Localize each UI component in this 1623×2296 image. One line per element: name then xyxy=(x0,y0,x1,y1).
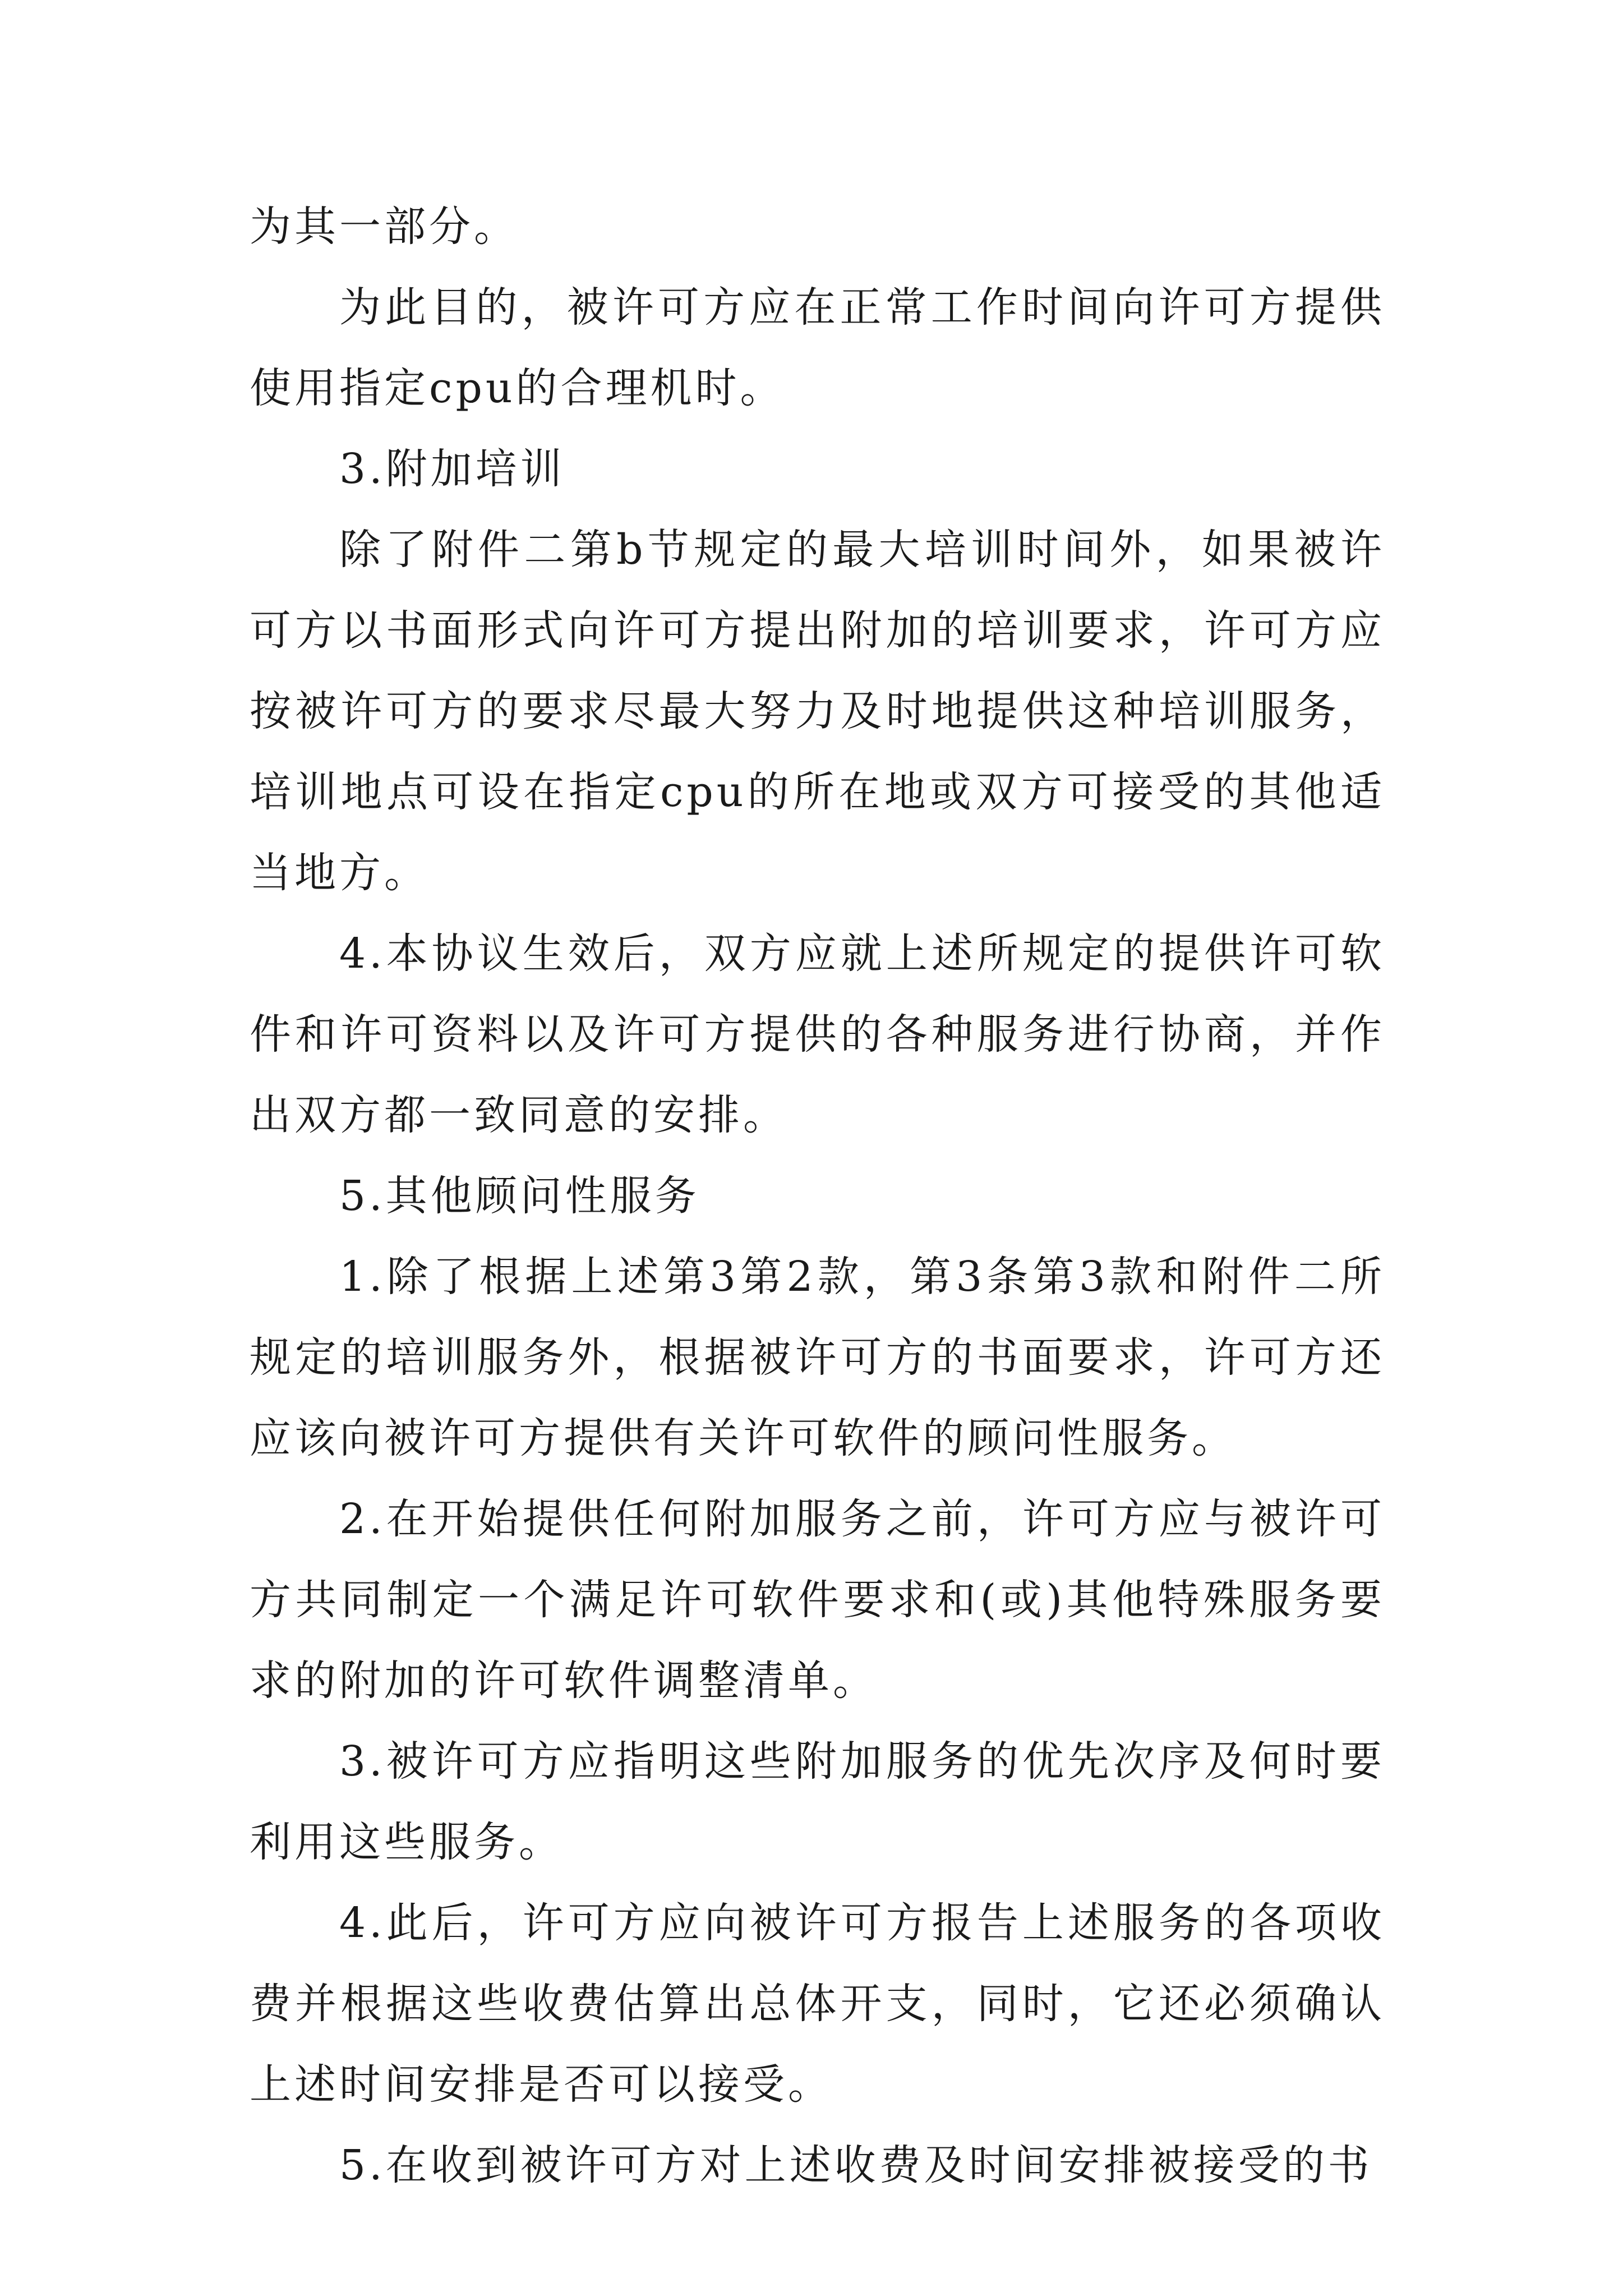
paragraph-agreement-arrangement: 4.本协议生效后，双方应就上述所规定的提供许可软件和许可资料以及许可方提供的各种服务进行协商，并作出双方都一致同意的安排。 xyxy=(250,930,1385,1139)
clause-1: 1.除了根据上述第3第2款，第3条第3款和附件二所规定的培训服务外，根据被许可方的书面要求，许可方还应该向被许可方提供有关许可软件的顾问性服务。 xyxy=(250,1253,1385,1462)
document-body xyxy=(250,186,1385,2206)
heading-additional-training: 3.附加培训 xyxy=(339,445,565,493)
clause-3: 3.被许可方应指明这些附加服务的优先次序及何时要利用这些服务。 xyxy=(250,1737,1385,1866)
paragraph-continuation: 为其一部分。 xyxy=(250,203,519,251)
paragraph-additional-training: 除了附件二第b节规定的最大培训时间外，如果被许可方以书面形式向许可方提出附加的培训要求，许可方应按被许可方的要求尽最大努力及时地提供这种培训服务，培训地点可设在指定cpu的所在地或双方可接受的其他适当地方。 xyxy=(250,526,1385,897)
clause-2: 2.在开始提供任何附加服务之前，许可方应与被许可方共同制定一个满足许可软件要求和(或)其他特殊服务要求的附加的许可软件调整清单。 xyxy=(250,1495,1385,1705)
heading-consulting-services: 5.其他顾问性服务 xyxy=(339,1172,700,1220)
clause-4: 4.此后，许可方应向被许可方报告上述服务的各项收费并根据这些收费估算出总体开支，同时，它还必须确认上述时间安排是否可以接受。 xyxy=(250,1899,1385,2109)
clause-5: 5.在收到被许可方对上述收费及时间安排被接受的书 xyxy=(339,2141,1373,2189)
paragraph-cpu-time: 为此目的，被许可方应在正常工作时间向许可方提供使用指定cpu的合理机时。 xyxy=(250,283,1385,412)
